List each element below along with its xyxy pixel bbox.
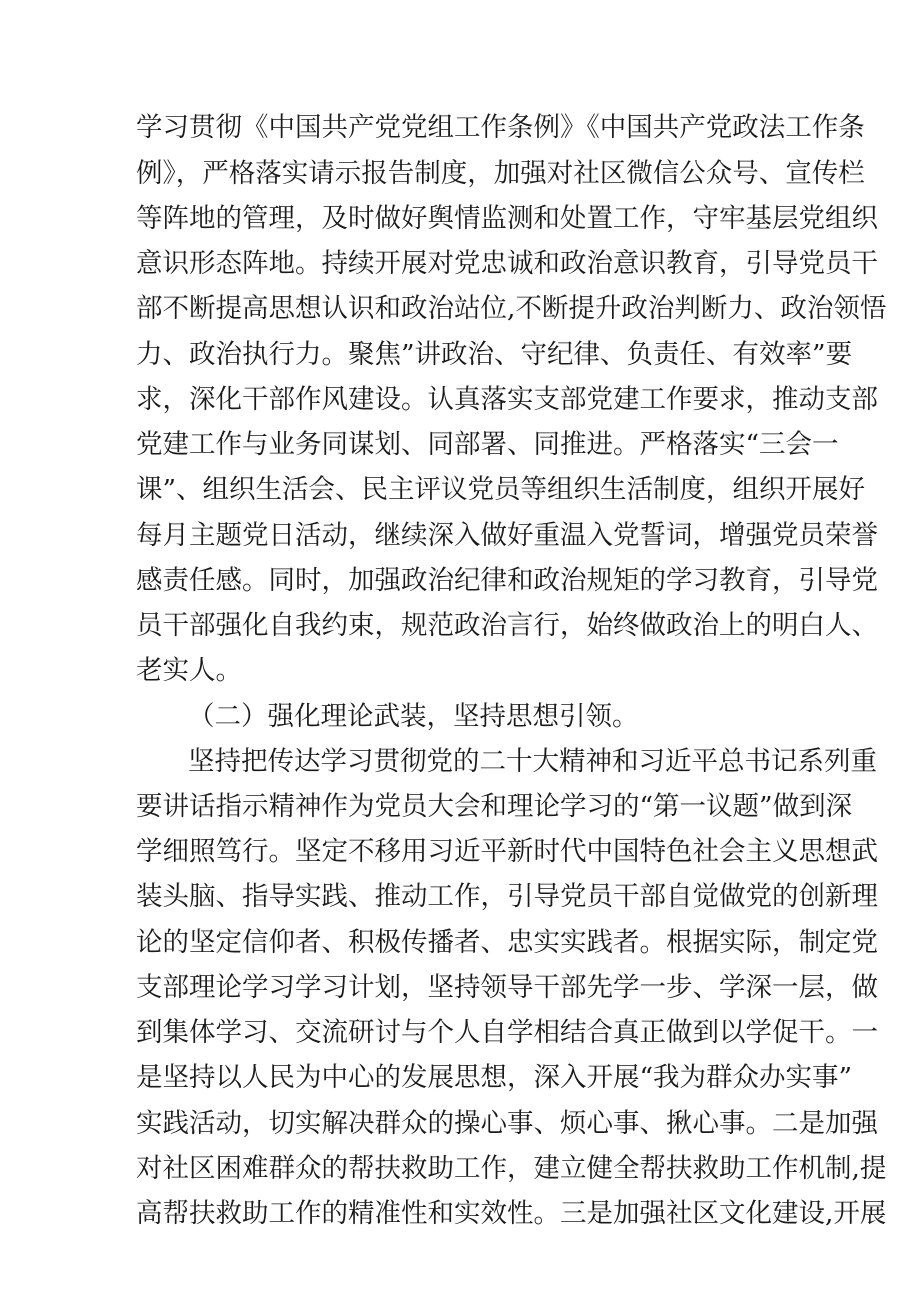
- paragraph2-line-9: 实践活动，切实解决群众的操心事、烦心事、揪心事。二是加强: [136, 1108, 878, 1139]
- paragraph1-line-7: 求，深化干部作风建设。认真落实支部党建工作要求，推动支部: [136, 384, 878, 415]
- paragraph1-line-1: 学习贯彻《中国共产党党组工作条例》《中国共产党政法工作条: [136, 112, 865, 143]
- paragraph1-line-9: 课”、组织生活会、民主评议党员等组织生活制度，组织开展好: [136, 474, 866, 505]
- paragraph1-line-6: 力、政治执行力。聚焦”讲政治、守纪律、负责任、有效率”要: [136, 339, 853, 370]
- paragraph1-line-12: 员干部强化自我约束，规范政治言行，始终做政治上的明白人、: [136, 610, 878, 641]
- section-heading: （二）强化理论武装，坚持思想引领。: [188, 701, 639, 732]
- paragraph2-line-6: 支部理论学习学习计划，坚持领导干部先学一步、学深一层，做: [136, 972, 878, 1003]
- paragraph1-line-11: 感责任感。同时，加强政治纪律和政治规矩的学习教育，引导党: [136, 565, 878, 596]
- paragraph2-line-8: 是坚持以人民为中心的发展思想，深入开展“我为群众办实事”: [136, 1062, 853, 1093]
- paragraph1-line-4: 意识形态阵地。持续开展对党忠诚和政治意识教育，引导党员干: [136, 248, 878, 279]
- paragraph2-line-10: 对社区困难群众的帮扶救助工作，建立健全帮扶救助工作机制,提: [136, 1153, 887, 1184]
- paragraph1-line-5: 部不断提高思想认识和政治站位,不断提升政治判断力、政治领悟: [136, 293, 887, 324]
- paragraph1-line-10: 每月主题党日活动，继续深入做好重温入党誓词，增强党员荣誉: [136, 520, 878, 551]
- paragraph1-line-3: 等阵地的管理，及时做好舆情监测和处置工作，守牢基层党组织: [136, 203, 878, 234]
- paragraph1-line-13: 老实人。: [136, 655, 242, 686]
- paragraph1-line-2: 例》，严格落实请示报告制度，加强对社区微信公众号、宣传栏: [136, 158, 865, 189]
- paragraph2-line-2: 要讲话指示精神作为党员大会和理论学习的“第一议题”做到深: [136, 791, 853, 822]
- paragraph2-line-1: 坚持把传达学习贯彻党的二十大精神和习近平总书记系列重: [188, 746, 877, 777]
- paragraph2-line-7: 到集体学习、交流研讨与个人自学相结合真正做到以学促干。一: [136, 1017, 878, 1048]
- paragraph2-line-11: 高帮扶救助工作的精准性和实效性。三是加强社区文化建设,开展: [136, 1198, 887, 1229]
- paragraph2-line-4: 装头脑、指导实践、推动工作，引导党员干部自觉做党的创新理: [136, 881, 878, 912]
- paragraph2-line-5: 论的坚定信仰者、积极传播者、忠实实践者。根据实际，制定党: [136, 927, 878, 958]
- paragraph2-line-3: 学细照笃行。坚定不移用习近平新时代中国特色社会主义思想武: [136, 836, 878, 867]
- paragraph1-line-8: 党建工作与业务同谋划、同部署、同推进。严格落实“三会一: [136, 429, 839, 460]
